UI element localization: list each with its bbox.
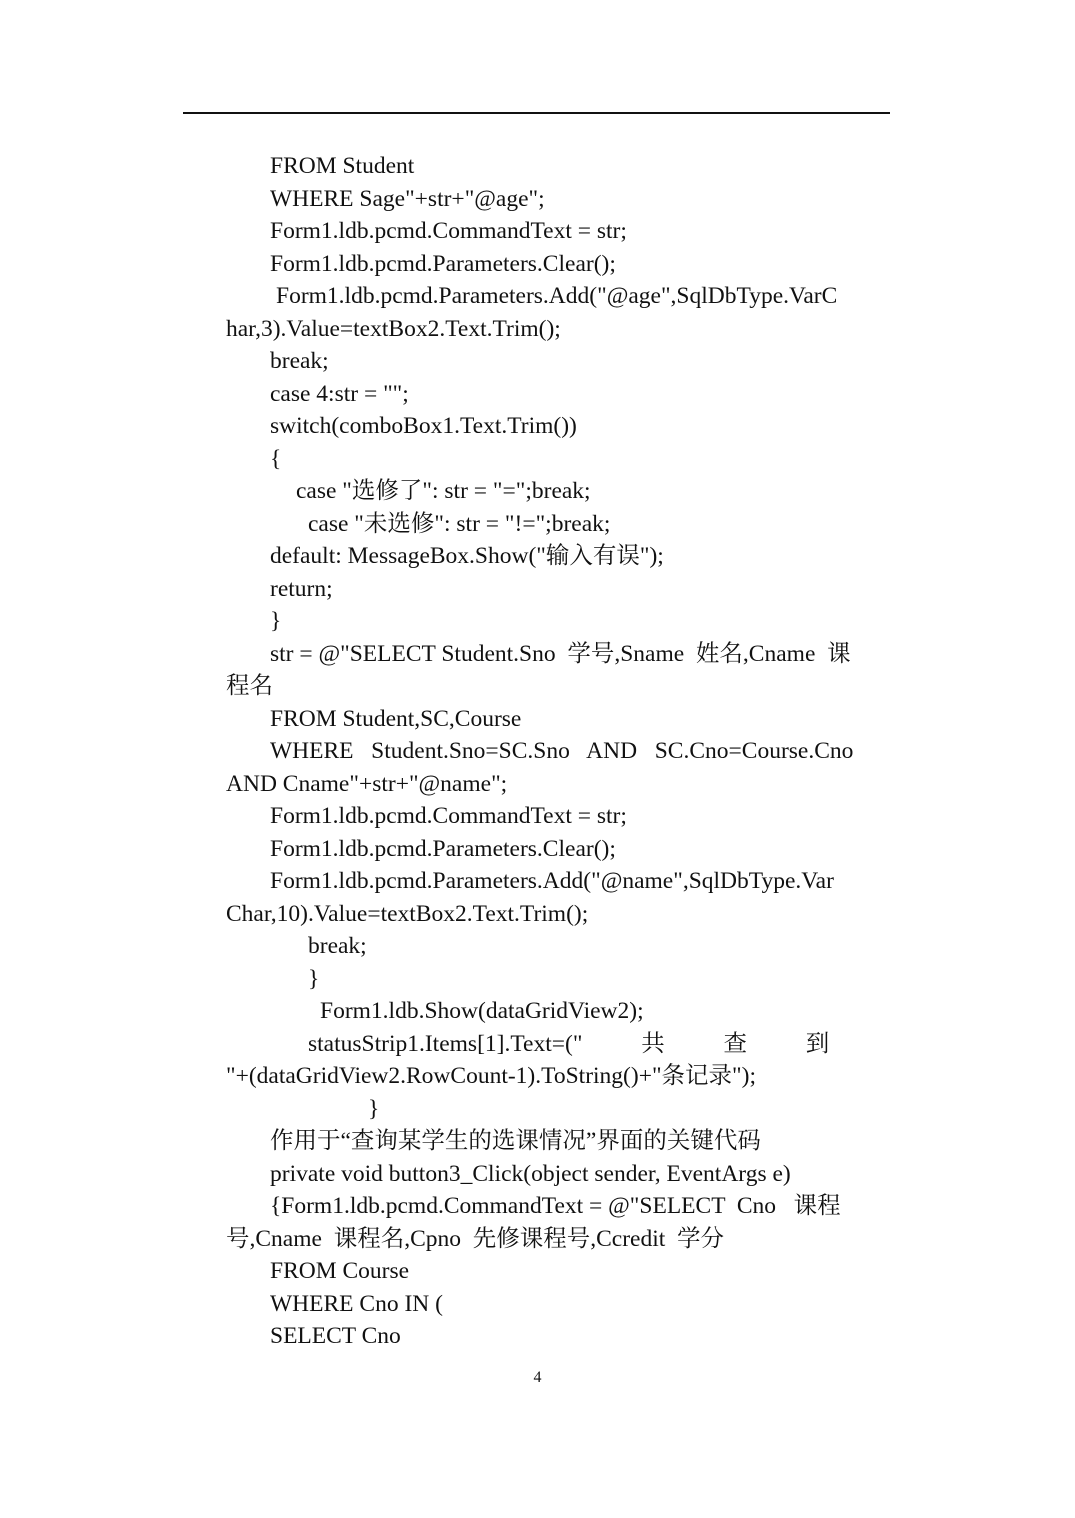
text-line: 号,Cname 课程名,Cpno 先修课程号,Ccredit 学分 xyxy=(226,1225,725,1252)
text-line: Form1.ldb.pcmd.Parameters.Add("@age",SqlDbType.VarC xyxy=(276,283,838,309)
text-line: Form1.ldb.Show(dataGridView2); xyxy=(320,998,644,1024)
text-line: str = @"SELECT Student.Sno 学号,Sname 姓名,Cname 课 xyxy=(270,640,851,667)
text-line: default: MessageBox.Show("输入有误"); xyxy=(270,543,664,569)
text-line: WHERE Sage"+str+"@age"; xyxy=(270,185,545,212)
text-line: } xyxy=(270,608,282,634)
text-line: case 4:str = ""; xyxy=(270,380,409,407)
text-line: Form1.ldb.pcmd.CommandText = str; xyxy=(270,218,627,244)
text-line: "+(dataGridView2.RowCount-1).ToString()+"条记录"); xyxy=(226,1063,756,1089)
text-line: } xyxy=(308,965,320,992)
text-line: FROM Student,SC,Course xyxy=(270,705,522,732)
header-rule xyxy=(183,112,890,114)
text-line: WHERE Student.Sno=SC.Sno AND SC.Cno=Course.Cno xyxy=(270,738,854,764)
text-line: Form1.ldb.pcmd.Parameters.Add("@name",SqlDbType.Var xyxy=(270,868,834,894)
text-line: break; xyxy=(270,348,329,374)
text-line: FROM Student xyxy=(270,153,415,179)
text-line: break; xyxy=(308,933,367,959)
text-line: FROM Course xyxy=(270,1258,410,1284)
text-line: 作用于“查询某学生的选课情况”界面的关键代码 xyxy=(270,1128,761,1154)
page-number: 4 xyxy=(533,1369,542,1386)
text-line: statusStrip1.Items[1].Text=(" 共 查 到 xyxy=(308,1030,830,1057)
text-line: Char,10).Value=textBox2.Text.Trim(); xyxy=(226,900,589,927)
text-line: har,3).Value=textBox2.Text.Trim(); xyxy=(226,315,561,342)
text-line: private void button3_Click(object sender, EventArgs e) xyxy=(270,1160,791,1187)
text-line: Form1.ldb.pcmd.Parameters.Clear(); xyxy=(270,250,616,277)
text-line: Form1.ldb.pcmd.Parameters.Clear(); xyxy=(270,835,616,862)
text-line: return; xyxy=(270,575,333,602)
text-line: { xyxy=(270,445,282,472)
text-line: AND Cname"+str+"@name"; xyxy=(226,770,508,797)
text-line: case "选修了": str = "=";break; xyxy=(296,478,591,504)
text-line: switch(comboBox1.Text.Trim()) xyxy=(270,413,577,439)
text-line: WHERE Cno IN ( xyxy=(270,1290,443,1317)
text-line: 程名 xyxy=(226,673,273,699)
text-line: case "未选修": str = "!=";break; xyxy=(308,510,611,537)
text-line: {Form1.ldb.pcmd.CommandText = @"SELECT Cno 课程 xyxy=(270,1193,841,1219)
text-line: } xyxy=(368,1095,380,1122)
text-line: Form1.ldb.pcmd.CommandText = str; xyxy=(270,803,627,829)
text-line: SELECT Cno xyxy=(270,1323,401,1349)
